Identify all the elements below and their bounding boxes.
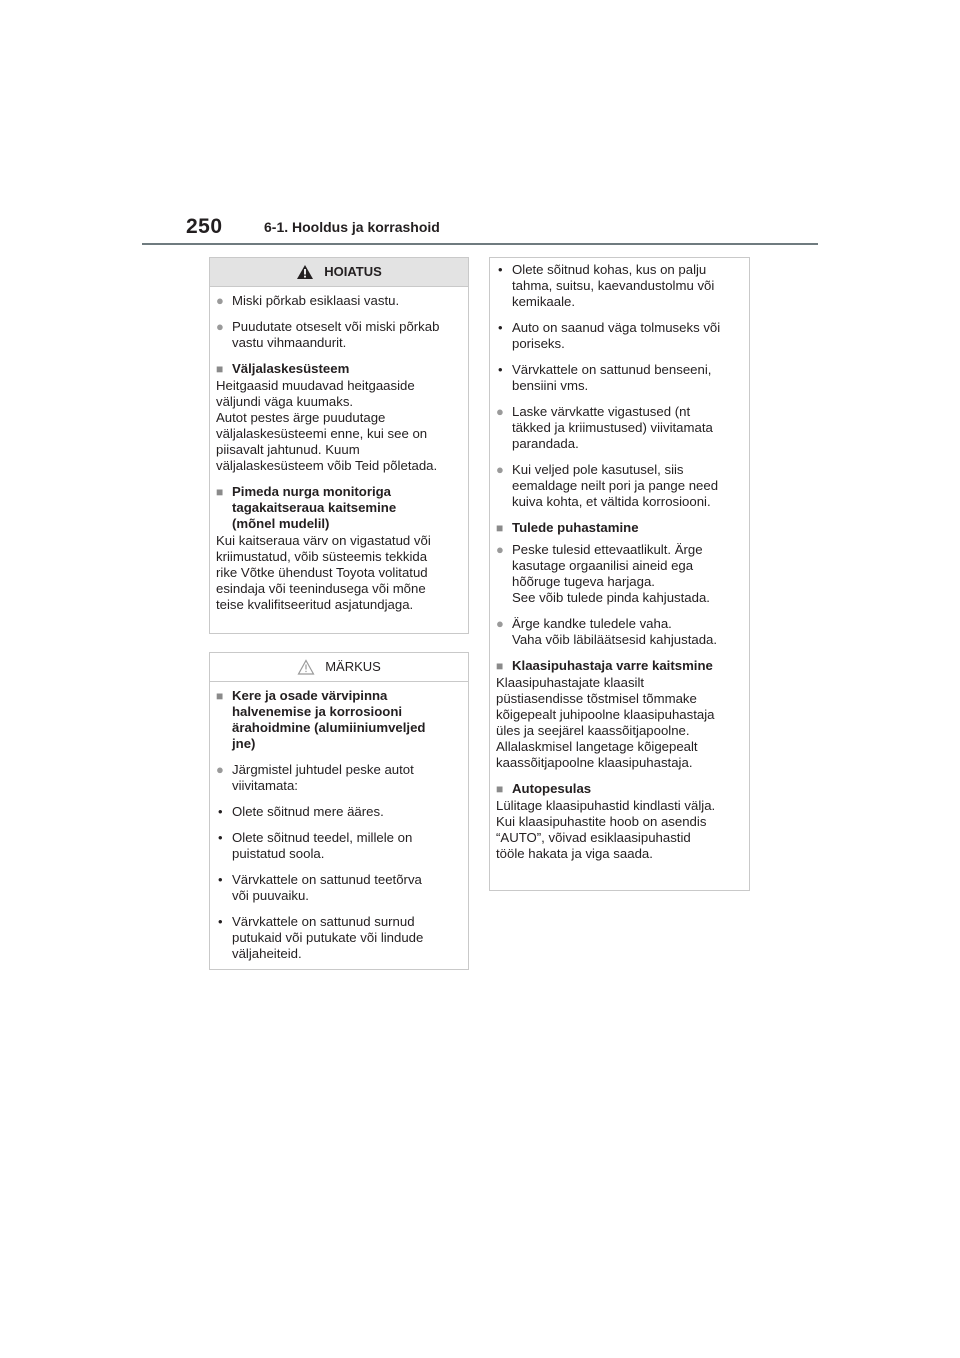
monitor-heading: Pimeda nurga monitoriga tagakaitseraua kaitsemine (mõnel mudelil) — [232, 484, 397, 531]
warning-box — [209, 257, 469, 634]
section-heading — [216, 484, 460, 532]
circle-bullet-icon: ● — [496, 542, 504, 557]
section-title: 6-1. Hooldus ja korrashoid — [264, 219, 440, 235]
carwash-heading: Autopesulas — [512, 781, 592, 796]
list-item — [216, 804, 460, 820]
square-bullet-icon: ■ — [496, 521, 504, 535]
list-item-text: Värvkattele on sattunud teetõrva või puuvaiku. — [232, 872, 422, 903]
list-item-text: Värvkattele on sattunud surnud putukaid või putukate või lindude väljaheiteid. — [232, 914, 424, 961]
square-bullet-icon: ■ — [216, 362, 224, 376]
dot-bullet-icon: • — [218, 830, 223, 845]
list-item — [496, 362, 741, 394]
square-bullet-icon: ■ — [216, 689, 224, 703]
list-item-text: Ärge kandke tuledele vaha. Vaha võib läbiläätsesid kahjustada. — [512, 616, 718, 647]
list-item-text: Olete sõitnud teedel, millele on puistatud soola. — [232, 830, 413, 861]
carwash-text: Lülitage klaasipuhastid kindlasti välja. Kui klaasipuhastite hoob on asendis “AUTO”, võivad esiklaasipuhastid tööle hakata ja viga saada. — [496, 798, 716, 861]
page-number: 250 — [186, 215, 223, 238]
list-item-text: Laske värvkatte vigastused (nt täkked ja kriimustused) viivitamata parandada. — [512, 404, 713, 451]
section-heading — [496, 520, 741, 536]
notice-box — [209, 652, 469, 970]
continued-box-body — [490, 258, 749, 868]
list-item-text: Miski põrkab esiklaasi vastu. — [232, 293, 400, 308]
exhaust-text: Heitgaasid muudavad heitgaaside väljundi väga kuumaks. Autot pestes ärge puudutage väljalaskesüsteemi enne, kui see on piisavalt jahtunud. Kuum väljalaskesüsteem võib Teid põletada. — [216, 378, 438, 473]
list-item — [216, 914, 460, 962]
list-item — [216, 762, 460, 794]
list-item — [496, 262, 741, 310]
section-heading — [216, 361, 460, 377]
square-bullet-icon: ■ — [496, 782, 504, 796]
list-item — [496, 462, 741, 510]
list-item-text: Olete sõitnud mere ääres. — [232, 804, 384, 819]
list-item — [496, 616, 741, 648]
caution-triangle-icon — [297, 659, 315, 675]
list-item — [216, 319, 460, 351]
circle-bullet-icon: ● — [496, 404, 504, 419]
circle-bullet-icon: ● — [496, 616, 504, 631]
list-item — [496, 542, 741, 606]
lights-heading: Tulede puhastamine — [512, 520, 639, 535]
dot-bullet-icon: • — [498, 362, 503, 377]
wiper-heading: Klaasipuhastaja varre kaitsmine — [512, 658, 713, 673]
monitor-section — [216, 484, 460, 613]
circle-bullet-icon: ● — [496, 462, 504, 477]
list-item — [496, 320, 741, 352]
list-item — [216, 872, 460, 904]
section-heading — [216, 688, 460, 752]
warning-box-title: HOIATUS — [324, 264, 382, 279]
list-item-text: Puudutate otseselt või miski põrkab vastu vihmaandurit. — [232, 319, 440, 350]
wiper-section — [496, 658, 741, 771]
continued-box — [489, 257, 750, 891]
warning-triangle-icon — [296, 264, 314, 280]
lights-section — [496, 520, 741, 536]
warning-box-body — [210, 287, 468, 619]
header-rule — [142, 243, 818, 245]
notice-box-header — [210, 653, 468, 682]
list-item-text: Olete sõitnud kohas, kus on palju tahma, suitsu, kaevandustolmu või kemikaale. — [512, 262, 715, 309]
list-item-text: Auto on saanud väga tolmuseks või poriseks. — [512, 320, 721, 351]
square-bullet-icon: ■ — [216, 485, 224, 499]
dot-bullet-icon: • — [218, 872, 223, 887]
list-item — [496, 404, 741, 452]
list-item-text: Kui veljed pole kasutusel, siis eemaldage neilt pori ja pange need kuiva kohta, et vältida korrosiooni. — [512, 462, 719, 509]
circle-bullet-icon: ● — [216, 293, 224, 308]
list-item-text: Järgmistel juhtudel peske autot viivitamata: — [232, 762, 414, 793]
exhaust-section — [216, 361, 460, 474]
exhaust-heading: Väljalaskesüsteem — [232, 361, 350, 376]
circle-bullet-icon: ● — [216, 762, 224, 777]
dot-bullet-icon: • — [218, 914, 223, 929]
list-item-text: Värvkattele on sattunud benseeni, bensiini vms. — [512, 362, 712, 393]
list-item — [216, 293, 460, 309]
section-heading — [496, 781, 741, 797]
list-item — [216, 830, 460, 862]
wiper-text: Klaasipuhastajate klaasilt püstiasendisse tõstmisel tõmmake kõigepealt juhipoolne klaasipuhastaja üles ja seejärel kaassõitjapoolne. Allalaskmisel langetage kõigepealt kaassõitjapoolne klaasipuhastaja. — [496, 675, 715, 770]
dot-bullet-icon: • — [498, 262, 503, 277]
square-bullet-icon: ■ — [496, 659, 504, 673]
paint-heading: Kere ja osade värvipinna halvenemise ja korrosiooni ärahoidmine (alumiiniumveljed jne) — [232, 688, 426, 751]
section-heading — [496, 658, 741, 674]
circle-bullet-icon: ● — [216, 319, 224, 334]
list-item-text: Peske tulesid ettevaatlikult. Ärge kasutage orgaanilisi aineid ega hõõruge tugeva harjaga. See võib tulede pinda kahjustada. — [512, 542, 710, 605]
monitor-text: Kui kaitseraua värv on vigastatud või kriimustatud, võib süsteemis tekkida rike Võtke ühendust Toyota volitatud esindaja või teenindusega või mõne teise kvalifitseeritud asjatundjaga. — [216, 533, 431, 612]
notice-box-body — [210, 682, 468, 968]
warning-box-header — [210, 258, 468, 287]
carwash-section — [496, 781, 741, 862]
dot-bullet-icon: • — [498, 320, 503, 335]
paint-section — [216, 688, 460, 752]
notice-box-title: MÄRKUS — [325, 659, 381, 674]
dot-bullet-icon: • — [218, 804, 223, 819]
